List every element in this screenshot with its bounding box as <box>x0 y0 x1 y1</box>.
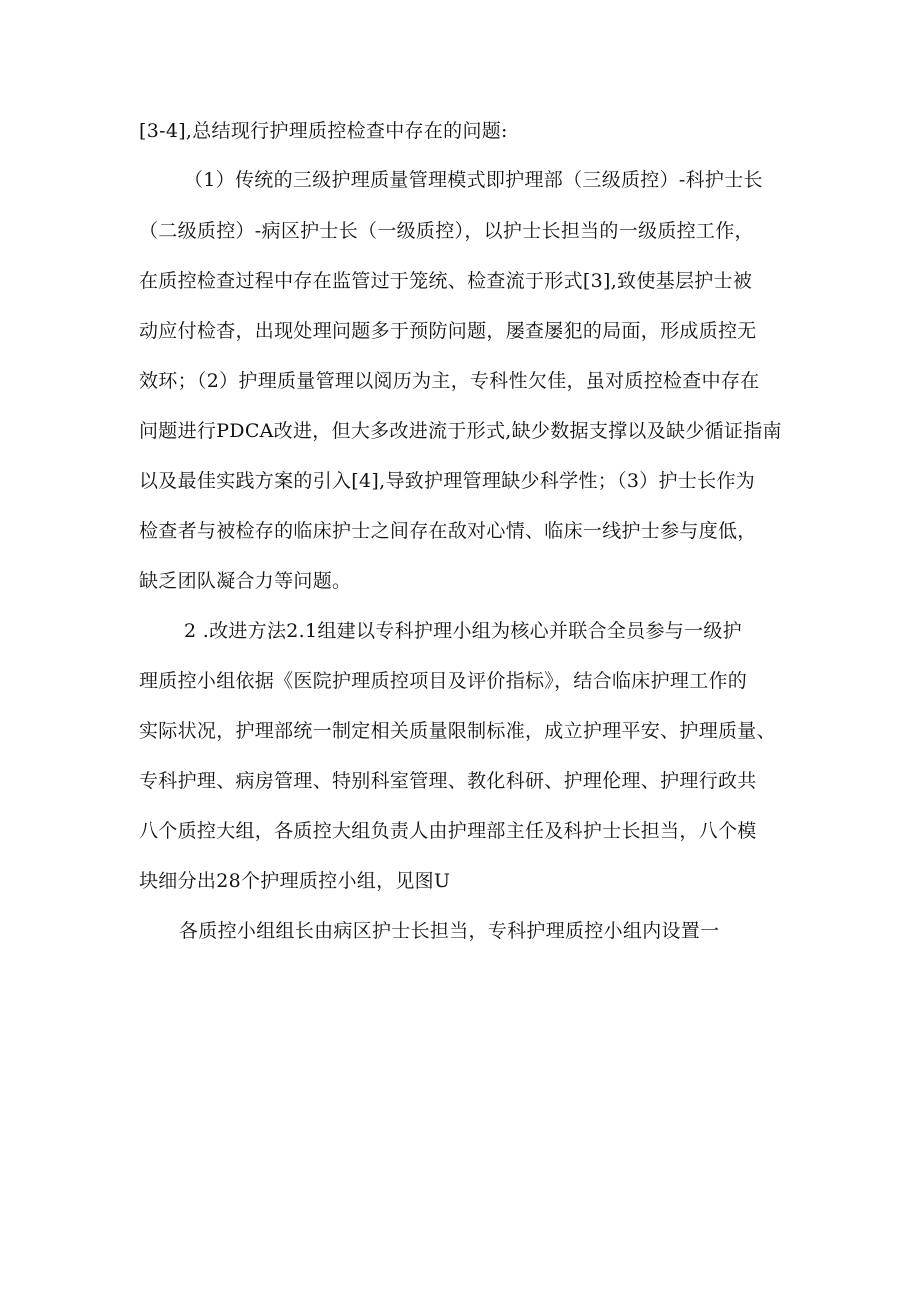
text-line: （1）传统的三级护理质量管理模式即护理部（三级质控）-科护士长 <box>184 169 763 191</box>
text-line: 八个质控大组，各质控大组负责人由护理部主任及科护士长担当，八个模 <box>139 820 757 842</box>
text-line: （二级质控）-病区护士长（一级质控），以护士长担当的一级质控工作， <box>139 220 754 242</box>
text-line: 缺乏团队凝合力等问题。 <box>139 570 352 592</box>
text-line: 检查者与被检存的临床护士之间存在敌对心情、临床一线护士参与度低， <box>139 520 757 542</box>
text-line: 效环；（2）护理质量管理以阅历为主，专科性欠佳，虽对质控检查中存在 <box>139 370 760 392</box>
text-line: 以及最佳实践方案的引入[4],导致护理管理缺少科学性；（3）护士长作为 <box>139 470 756 492</box>
text-line: 2 .改进方法2.1组建以专科护理小组为核心并联合全员参与一级护 <box>184 620 742 642</box>
text-line: 动应付检杳，出现处理问题多于预防问题，屡查屡犯的局面，形成质控无 <box>139 320 757 342</box>
text-line: 在质控检查过程中存在监管过于笼统、检查流于形式[3],致使基层护士被 <box>139 270 753 292</box>
text-line: 理质控小组依据《医院护理质控项目及评价指标》，结合临床护理工作的 <box>139 670 748 692</box>
text-line: 实际状况，护理部统一制定相关质量限制标准，成立护理平安、护理质量、 <box>139 720 776 742</box>
text-line: 各质控小组组长由病区护士长担当，专科护理质控小组内设置一 <box>179 920 720 942</box>
text-line: [3-4],总结现行护理质控检查中存在的问题: <box>139 120 508 142</box>
text-line: 问题进行PDCA改进，但大多改进流于形式,缺少数据支撑以及缺少循证指南 <box>139 420 782 442</box>
text-line: 块细分出28个护理质控小组，见图U <box>139 870 451 892</box>
text-line: 专科护理、病房管理、特别科室管理、教化科研、护理伦理、护理行政共 <box>139 770 757 792</box>
